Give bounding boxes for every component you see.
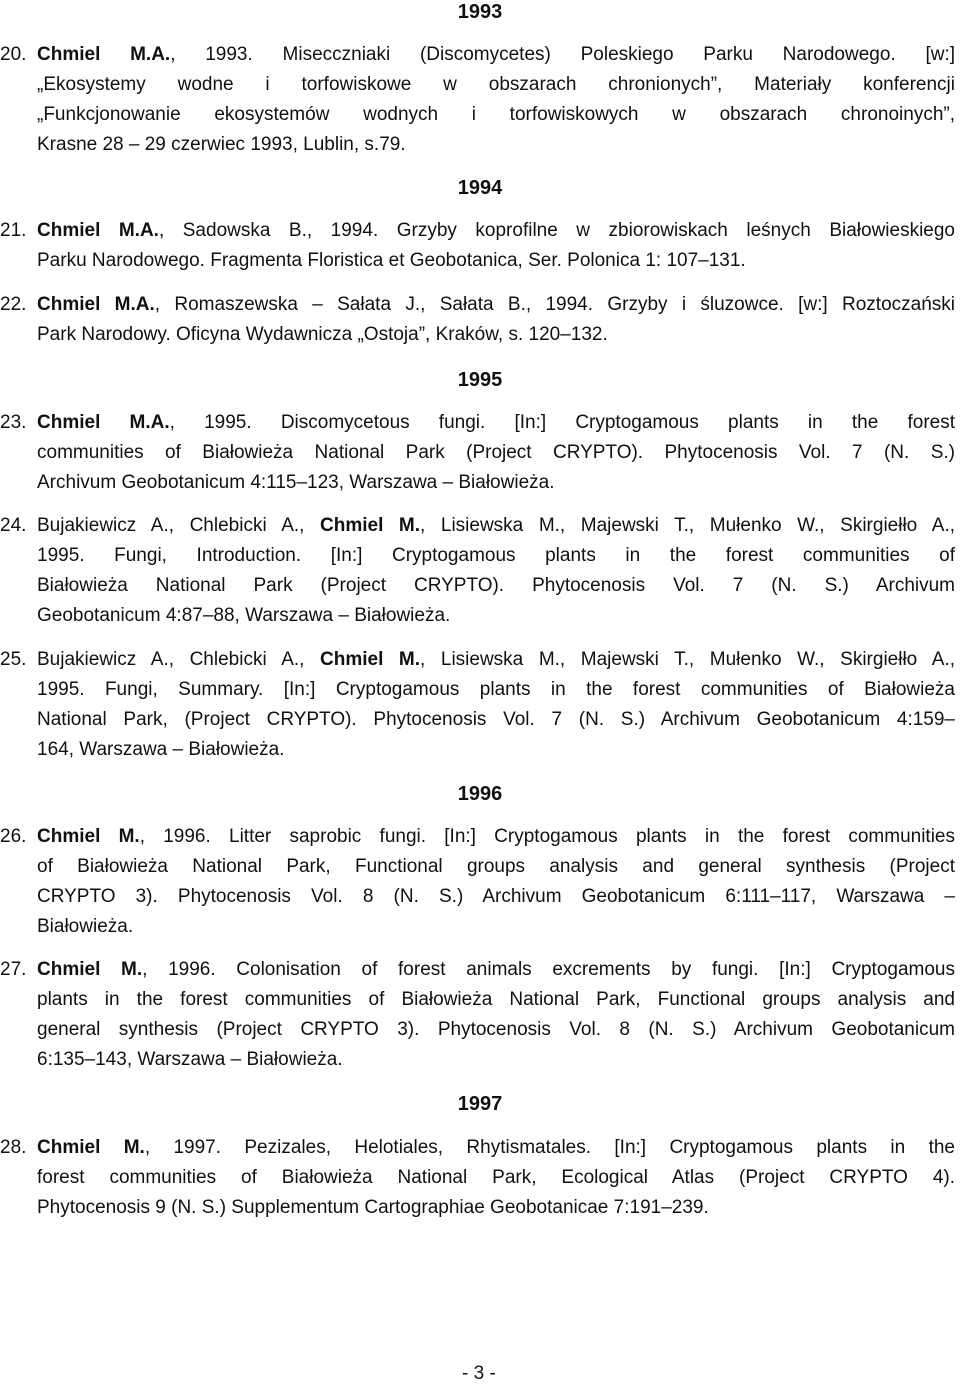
citation-line-text: 6:135–143, Warszawa – Białowieża.: [37, 1049, 343, 1070]
citation-text: [37, 511, 955, 631]
citation-line: [37, 601, 955, 631]
citation-line: [37, 1193, 955, 1223]
year-heading-1993: 1993: [457, 1, 503, 23]
citation-line-text: Park Narodowy. Oficyna Wydawnicza „Ostoja”, Kraków, s. 120–132.: [37, 324, 608, 345]
citation-line-text: , 1996. Colonisation of forest animals excrements by fungi. [In:] Cryptogamous: [142, 959, 956, 980]
citation-author-bold: Chmiel M.: [320, 649, 421, 670]
citation-line-text: , Lisiewska M., Majewski T., Mułenko W., Skirgiełło A.,: [420, 515, 956, 536]
citation-line: [37, 645, 955, 675]
citation-number: 25.: [0, 649, 27, 670]
citation-line-text: of Białowieża National Park, Functional groups analysis and general synthesis (Project: [37, 856, 955, 877]
year-heading-1995: 1995: [457, 369, 503, 391]
year-heading-1994: 1994: [457, 177, 503, 199]
citation-number: 28.: [0, 1137, 27, 1158]
citation-author-bold: Chmiel M.A.: [37, 220, 159, 241]
citation-text: [37, 822, 955, 942]
citation-line-text: , Sadowska B., 1994. Grzyby koprofilne w zbiorowiskach leśnych Białowieskiego: [158, 220, 955, 241]
citation-author-bold: Chmiel M.: [37, 826, 140, 847]
citation-line: [37, 1045, 955, 1075]
citation-line: [37, 100, 955, 130]
citation-line-text: , 1995. Discomycetous fungi. [In:] Cryptogamous plants in the forest: [169, 412, 956, 433]
citation-line: [37, 408, 955, 438]
citation-text: [37, 955, 955, 1075]
year-heading-1996: 1996: [457, 783, 503, 805]
citation-number: 21.: [0, 220, 27, 241]
citation-line-text: Parku Narodowego. Fragmenta Floristica et Geobotanica, Ser. Polonica 1: 107–131.: [37, 250, 746, 271]
citation-line: [37, 320, 955, 350]
citation-line-text: , Romaszewska – Sałata J., Sałata B., 1994. Grzyby i śluzowce. [w:] Roztoczański: [154, 294, 955, 315]
citation-line-text: forest communities of Białowieża National Park, Ecological Atlas (Project CRYPTO 4).: [37, 1167, 955, 1188]
citation-line: [37, 1015, 955, 1045]
citation-line: [37, 822, 955, 852]
citation-line-text: National Park, (Project CRYPTO). Phytocenosis Vol. 7 (N. S.) Archivum Geobotanicum 4:159–: [37, 709, 955, 730]
citation-line-text: „Ekosystemy wodne i torfowiskowe w obszarach chronionych”, Materiały konferencji: [37, 74, 955, 95]
citation-line-text: CRYPTO 3). Phytocenosis Vol. 8 (N. S.) Archivum Geobotanicum 6:111–117, Warszawa –: [37, 886, 955, 907]
citation-coauthors: Bujakiewicz A., Chlebicki A.,: [37, 649, 320, 670]
citation-author-bold: Chmiel M.: [37, 959, 143, 980]
citation-text: [37, 290, 955, 350]
citation-text: [37, 1133, 955, 1223]
citation-line-text: Phytocenosis 9 (N. S.) Supplementum Cartographiae Geobotanicae 7:191–239.: [37, 1197, 709, 1218]
citation-line-text: general synthesis (Project CRYPTO 3). Phytocenosis Vol. 8 (N. S.) Archivum Geobotanicum: [37, 1019, 955, 1040]
citation-text: [37, 408, 955, 498]
citation-line: [37, 468, 955, 498]
citation-number: 27.: [0, 959, 27, 980]
citation-coauthors: Bujakiewicz A., Chlebicki A.,: [37, 515, 320, 536]
citation-line: [37, 216, 955, 246]
citation-line-text: , 1996. Litter saprobic fungi. [In:] Cryptogamous plants in the forest communities: [139, 826, 956, 847]
citation-line-text: Geobotanicum 4:87–88, Warszawa – Białowieża.: [37, 605, 451, 626]
citation-line-text: „Funkcjonowanie ekosystemów wodnych i torfowiskowych w obszarach chronoinych”,: [37, 104, 955, 125]
citation-line: [37, 541, 955, 571]
citation-line: [37, 1163, 955, 1193]
citation-line-text: communities of Białowieża National Park (Project CRYPTO). Phytocenosis Vol. 7 (N. S.): [37, 442, 955, 463]
citation-text: [37, 40, 955, 160]
citation-line-text: , 1997. Pezizales, Helotiales, Rhytismatales. [In:] Cryptogamous plants in the: [144, 1137, 956, 1158]
citation-number: 26.: [0, 826, 27, 847]
citation-number: 23.: [0, 412, 27, 433]
citation-text: [37, 216, 955, 276]
year-heading-1997: 1997: [457, 1093, 503, 1115]
citation-line: [37, 1133, 955, 1163]
citation-line: [37, 511, 955, 541]
citation-line: [37, 571, 955, 601]
citation-line: [37, 40, 955, 70]
citation-line: [37, 675, 955, 705]
citation-line: [37, 912, 955, 942]
citation-line: [37, 290, 955, 320]
citation-author-bold: Chmiel M.A.: [37, 412, 170, 433]
citation-line: [37, 735, 955, 765]
citation-line-text: 1995. Fungi, Summary. [In:] Cryptogamous plants in the forest communities of Białowieża: [37, 679, 955, 700]
citation-line: [37, 70, 955, 100]
citation-line: [37, 438, 955, 468]
citation-line-text: Archivum Geobotanicum 4:115–123, Warszawa – Białowieża.: [37, 472, 555, 493]
citation-line-text: Białowieża.: [37, 916, 134, 937]
citation-line-text: , Lisiewska M., Majewski T., Mułenko W., Skirgiełło A.,: [420, 649, 956, 670]
citation-line-text: 164, Warszawa – Białowieża.: [37, 739, 285, 760]
citation-line: [37, 130, 955, 160]
page-number-text: - 3 -: [462, 1363, 496, 1384]
citation-line: [37, 985, 955, 1015]
citation-author-bold: Chmiel M.A.: [37, 294, 155, 315]
citation-line: [37, 246, 955, 276]
citation-line: [37, 852, 955, 882]
citation-text: [37, 645, 955, 765]
citation-line-text: plants in the forest communities of Białowieża National Park, Functional groups analysis and: [37, 989, 955, 1010]
citation-line: [37, 705, 955, 735]
citation-number: 20.: [0, 44, 27, 65]
citation-author-bold: Chmiel M.: [37, 1137, 145, 1158]
citation-line-text: , 1993. Misecczniaki (Discomycetes) Poleskiego Parku Narodowego. [w:]: [170, 44, 955, 65]
citation-line-text: 1995. Fungi, Introduction. [In:] Cryptogamous plants in the forest communities of: [37, 545, 955, 566]
citation-number: 24.: [0, 515, 27, 536]
citation-number: 22.: [0, 294, 27, 315]
citation-author-bold: Chmiel M.A.: [37, 44, 171, 65]
citation-line: [37, 955, 955, 985]
citation-author-bold: Chmiel M.: [320, 515, 421, 536]
citation-line-text: Krasne 28 – 29 czerwiec 1993, Lublin, s.79.: [37, 134, 406, 155]
citation-line-text: Białowieża National Park (Project CRYPTO). Phytocenosis Vol. 7 (N. S.) Archivum: [37, 575, 955, 596]
citation-line: [37, 882, 955, 912]
